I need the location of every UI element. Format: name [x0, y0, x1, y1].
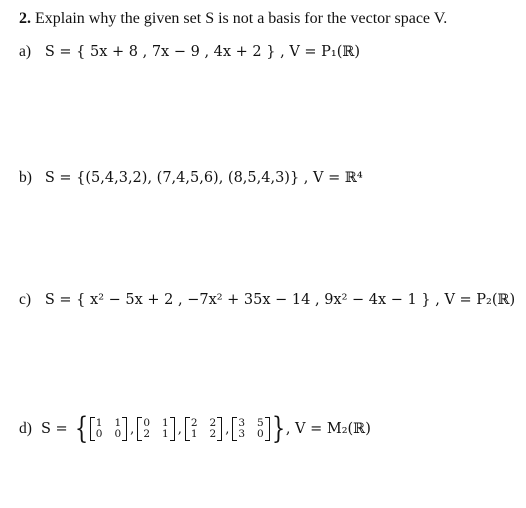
part-d	[19, 411, 371, 446]
matrix-entry: 1	[190, 428, 198, 440]
matrix-entry: 1	[162, 417, 169, 429]
question-heading	[19, 10, 447, 28]
right-brace: }	[271, 411, 285, 446]
part-d-expression	[41, 411, 371, 446]
matrix-right-bracket	[122, 417, 127, 441]
matrix-entries	[190, 417, 217, 441]
question-number: 2.	[19, 10, 31, 27]
part-a	[19, 43, 360, 61]
matrix-entry: 5	[257, 417, 264, 429]
left-brace: {	[74, 411, 88, 446]
matrix-entry: 3	[238, 417, 246, 429]
matrix-entry: 0	[95, 428, 103, 440]
matrix-entry: 2	[143, 428, 150, 440]
matrix-right-bracket	[265, 417, 270, 441]
question-text: Explain why the given set S is not a basis for the vector space V.	[35, 10, 448, 27]
matrix-1	[90, 417, 127, 441]
part-a-label: a)	[19, 43, 32, 60]
part-c	[19, 291, 515, 309]
part-a-expression: S = { 5x + 8 , 7x − 9 , 4x + 2 } , V = P₁(ℝ)	[44, 44, 361, 60]
matrix-entry: 0	[257, 428, 264, 440]
matrix-list	[89, 417, 271, 441]
part-b-expression: S = {(5,4,3,2), (7,4,5,6), (8,5,4,3)} , V = ℝ⁴	[44, 170, 363, 186]
part-d-set-prefix: S =	[41, 421, 68, 437]
part-c-expression: S = { x² − 5x + 2 , −7x² + 35x − 14 , 9x² − 4x − 1 } , V = P₂(ℝ)	[44, 292, 516, 308]
matrix-3	[185, 417, 222, 441]
part-b	[19, 169, 363, 187]
matrix-entry: 1	[162, 428, 169, 440]
matrix-2	[137, 417, 174, 441]
part-d-label: d)	[19, 420, 32, 437]
matrix-entries	[237, 417, 264, 441]
matrix-entries	[142, 417, 169, 441]
matrix-separator: ,	[225, 421, 230, 437]
part-b-label: b)	[19, 169, 32, 186]
matrix-right-bracket	[217, 417, 222, 441]
matrix-entry: 0	[114, 428, 122, 440]
matrix-4	[232, 417, 269, 441]
matrix-entry: 1	[95, 417, 103, 429]
matrix-separator: ,	[130, 421, 135, 437]
matrix-separator: ,	[177, 421, 182, 437]
matrix-right-bracket	[170, 417, 175, 441]
matrix-entry: 2	[190, 417, 198, 429]
matrix-entries	[95, 417, 122, 441]
matrix-entry: 1	[114, 417, 122, 429]
part-c-label: c)	[19, 291, 32, 308]
matrix-entry: 0	[143, 417, 150, 429]
matrix-entry: 2	[209, 417, 217, 429]
matrix-entry: 3	[238, 428, 246, 440]
part-d-space: , V = M₂(ℝ)	[285, 421, 371, 437]
matrix-entry: 2	[209, 428, 217, 440]
